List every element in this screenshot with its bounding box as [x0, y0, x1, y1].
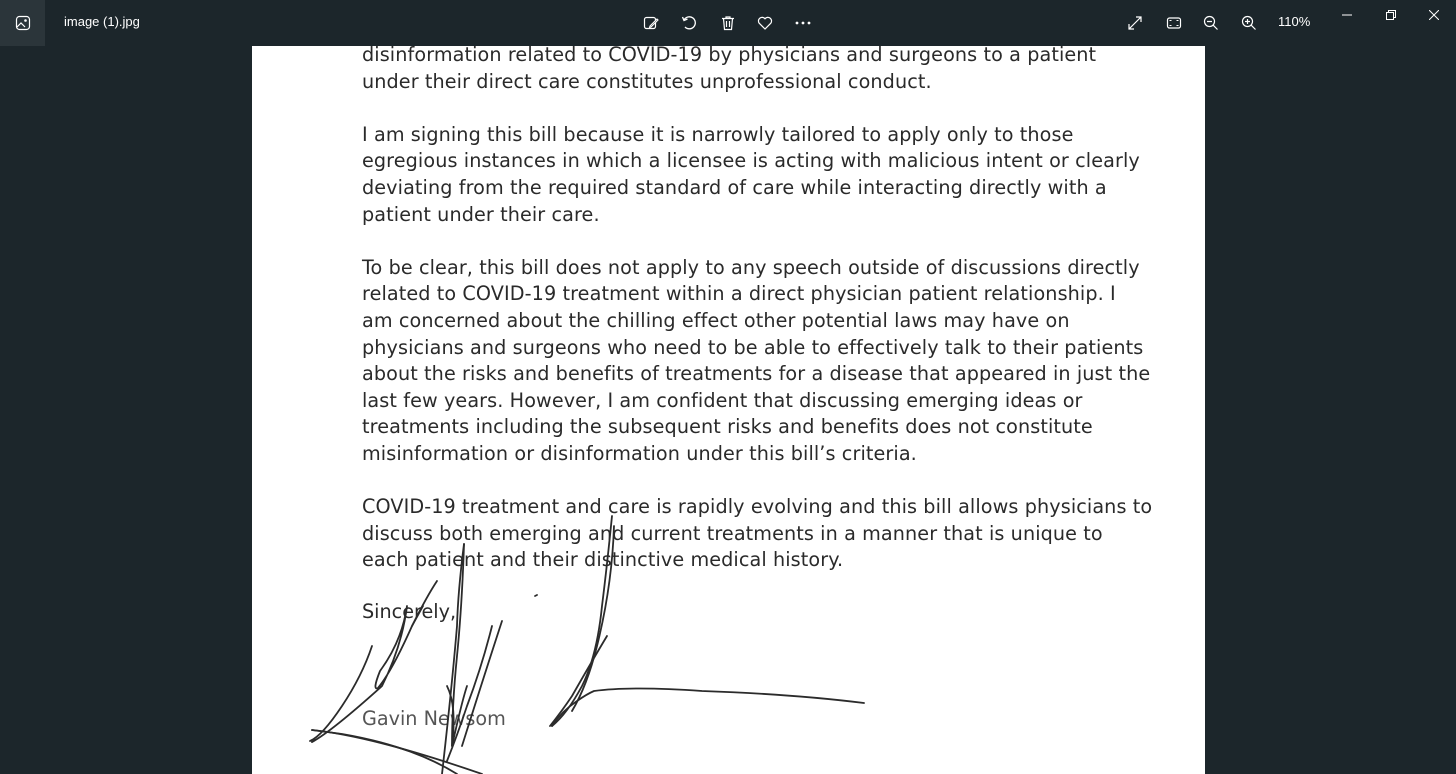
paragraph: [362, 494, 1153, 574]
image-viewer-canvas[interactable]: [0, 46, 1456, 774]
text-line: COVID-19 treatment and care is rapidly evolving and this bill allows physicians to: [362, 495, 1153, 519]
close-icon: [1429, 10, 1439, 20]
text-line: disinformation related to COVID-19 by physicians and surgeons to a patient: [362, 46, 1097, 66]
zoom-in-button[interactable]: [1233, 7, 1265, 39]
paragraph: [362, 46, 1122, 95]
text-line: misinformation or disinformation under this bill’s criteria.: [362, 441, 917, 465]
zoom-level[interactable]: 110%: [1278, 14, 1311, 29]
text-line: treatments including the subsequent risks and benefits does not constitute: [362, 415, 1093, 439]
edit-image-icon: [643, 15, 659, 31]
text-line: am concerned about the chilling effect other potential laws may have on: [362, 308, 1070, 332]
text-line: discuss both emerging and current treatments in a manner that is unique to: [362, 521, 1103, 545]
fit-to-window-icon: [1166, 15, 1182, 31]
document-page: [252, 46, 1205, 774]
photos-app-icon[interactable]: [0, 0, 45, 46]
signer-name: Gavin Newsom: [362, 707, 506, 730]
restore-button[interactable]: [1369, 0, 1413, 30]
rotate-button[interactable]: [673, 7, 705, 39]
expand-icon: [1127, 15, 1143, 31]
file-name: image (1).jpg: [64, 14, 140, 29]
trash-icon: [720, 15, 736, 31]
text-line: last few years. However, I am confident that discussing emerging ideas or: [362, 388, 1083, 412]
fit-to-window-button[interactable]: [1158, 7, 1190, 39]
delete-button[interactable]: [712, 7, 744, 39]
text-line: each patient and their distinctive medical history.: [362, 548, 844, 572]
document-body: [362, 46, 1153, 600]
minimize-button[interactable]: [1325, 0, 1369, 30]
text-line: physicians and surgeons who need to be able to effectively talk to their patients: [362, 335, 1144, 359]
fullscreen-button[interactable]: [1119, 7, 1151, 39]
favorite-button[interactable]: [749, 7, 781, 39]
text-line: under their direct care constitutes unprofessional conduct.: [362, 69, 932, 93]
zoom-out-button[interactable]: [1195, 7, 1227, 39]
zoom-out-icon: [1203, 15, 1219, 31]
zoom-in-icon: [1241, 15, 1257, 31]
more-icon: [794, 15, 812, 31]
paragraph: [362, 122, 1140, 228]
closing-text: Sincerely,: [362, 600, 457, 623]
text-line: I am signing this bill because it is narrowly tailored to apply only to those: [362, 122, 1074, 146]
minimize-icon: [1342, 10, 1352, 20]
paragraph: [362, 255, 1151, 468]
text-line: about the risks and benefits of treatments for a disease that appeared in just the: [362, 362, 1151, 386]
restore-icon: [1386, 10, 1396, 20]
rotate-icon: [681, 15, 697, 31]
heart-icon: [757, 15, 773, 31]
text-line: patient under their care.: [362, 202, 600, 226]
text-line: related to COVID-19 treatment within a direct physician patient relationship. I: [362, 282, 1116, 306]
more-button[interactable]: [787, 7, 819, 39]
title-bar: [0, 0, 1456, 46]
text-line: egregious instances in which a licensee is acting with malicious intent or clearly: [362, 149, 1140, 173]
edit-image-button[interactable]: [635, 7, 667, 39]
close-button[interactable]: [1412, 0, 1456, 30]
text-line: deviating from the required standard of care while interacting directly with a: [362, 175, 1107, 199]
text-line: To be clear, this bill does not apply to any speech outside of discussions directly: [362, 255, 1140, 279]
